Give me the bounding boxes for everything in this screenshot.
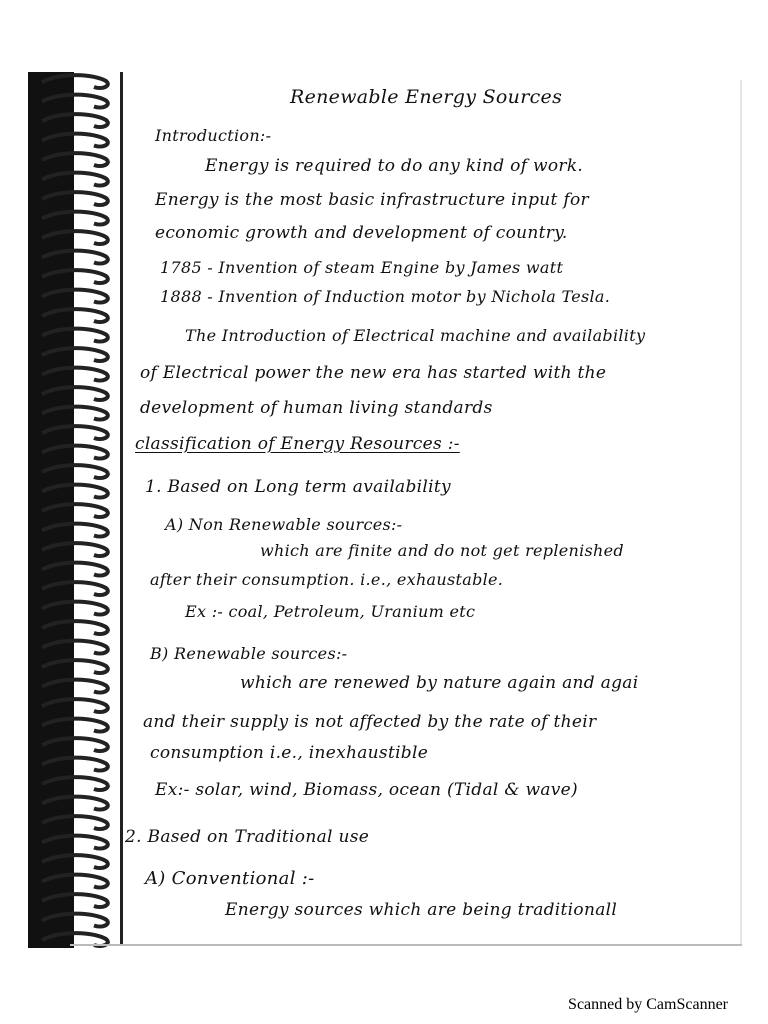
spiral-coil — [42, 465, 108, 478]
spiral-coil — [42, 875, 108, 888]
paragraph-line: The Introduction of Electrical machine and availability — [185, 326, 646, 345]
spiral-coil — [42, 524, 108, 537]
intro-line: Energy is the most basic infrastructure input for — [155, 190, 589, 210]
spiral-coil — [42, 95, 108, 108]
spiral-coil — [42, 153, 108, 166]
spiral-coil — [42, 797, 108, 810]
list-item-2: 2. Based on Traditional use — [125, 827, 370, 847]
spiral-coil — [42, 114, 108, 127]
spiral-coil — [42, 192, 108, 205]
subitem-line: which are finite and do not get replenished — [260, 541, 624, 560]
spiral-coil — [42, 758, 108, 771]
page-margin-line — [120, 72, 123, 944]
subitem-line: Energy sources which are being traditionall — [225, 900, 618, 920]
spiral-coil — [42, 348, 108, 361]
spiral-coil — [42, 309, 108, 322]
spiral-coil — [42, 446, 108, 459]
spiral-coil — [42, 641, 108, 654]
spiral-coil — [42, 602, 108, 615]
spiral-coil — [42, 621, 108, 634]
list-item-1: 1. Based on Long term availability — [145, 477, 451, 497]
spiral-coil — [42, 719, 108, 732]
spiral-coil — [42, 485, 108, 498]
subitem-heading: B) Renewable sources:- — [150, 644, 348, 663]
spiral-coil — [42, 407, 108, 420]
spiral-coil — [42, 173, 108, 186]
spiral-coil — [42, 231, 108, 244]
spiral-coil — [42, 75, 108, 88]
subitem-heading: A) Conventional :- — [145, 868, 315, 889]
intro-line: economic growth and development of country. — [155, 223, 568, 243]
timeline-entry: 1888 - Invention of Induction motor by Nichola Tesla. — [160, 287, 611, 306]
scanner-watermark: Scanned by CamScanner — [568, 996, 728, 1013]
spiral-binding-icon — [22, 72, 122, 948]
example-line: Ex :- coal, Petroleum, Uranium etc — [185, 602, 476, 621]
spiral-coil — [42, 134, 108, 147]
spiral-coil — [42, 738, 108, 751]
spiral-coil — [42, 894, 108, 907]
spiral-coil — [42, 777, 108, 790]
spiral-coil — [42, 387, 108, 400]
subitem-heading: A) Non Renewable sources:- — [165, 515, 403, 534]
notes-title: Renewable Energy Sources — [290, 86, 563, 108]
spiral-coil — [42, 582, 108, 595]
spiral-coil — [42, 563, 108, 576]
intro-line: Energy is required to do any kind of work. — [205, 156, 584, 176]
spiral-coil — [42, 426, 108, 439]
spiral-coil — [42, 836, 108, 849]
spiral-coil — [42, 504, 108, 517]
spiral-coil — [42, 251, 108, 264]
spiral-coil — [42, 212, 108, 225]
paragraph-line: of Electrical power the new era has started with the — [140, 363, 607, 383]
page-right-edge — [740, 80, 742, 944]
spiral-coil — [42, 699, 108, 712]
spiral-coil — [42, 270, 108, 283]
subitem-line: and their supply is not affected by the rate of their — [143, 712, 597, 732]
subitem-line: consumption i.e., inexhaustible — [150, 743, 429, 763]
spiral-coil — [42, 543, 108, 556]
spiral-coil — [42, 368, 108, 381]
intro-heading: Introduction:- — [155, 126, 272, 145]
classification-heading: classification of Energy Resources :- — [135, 434, 460, 454]
page-bottom-edge — [70, 944, 742, 946]
timeline-entry: 1785 - Invention of steam Engine by James watt — [160, 258, 564, 277]
subitem-line: after their consumption. i.e., exhaustable. — [150, 570, 504, 589]
spiral-coil — [42, 680, 108, 693]
spiral-coil — [42, 914, 108, 927]
spiral-coil — [42, 660, 108, 673]
spiral-coil — [42, 329, 108, 342]
spiral-coil — [42, 816, 108, 829]
paragraph-line: development of human living standards — [140, 398, 493, 418]
subitem-line: which are renewed by nature again and agai — [240, 673, 639, 693]
spiral-coil — [42, 290, 108, 303]
example-line: Ex:- solar, wind, Biomass, ocean (Tidal & wave) — [155, 780, 578, 800]
spiral-coil — [42, 855, 108, 868]
